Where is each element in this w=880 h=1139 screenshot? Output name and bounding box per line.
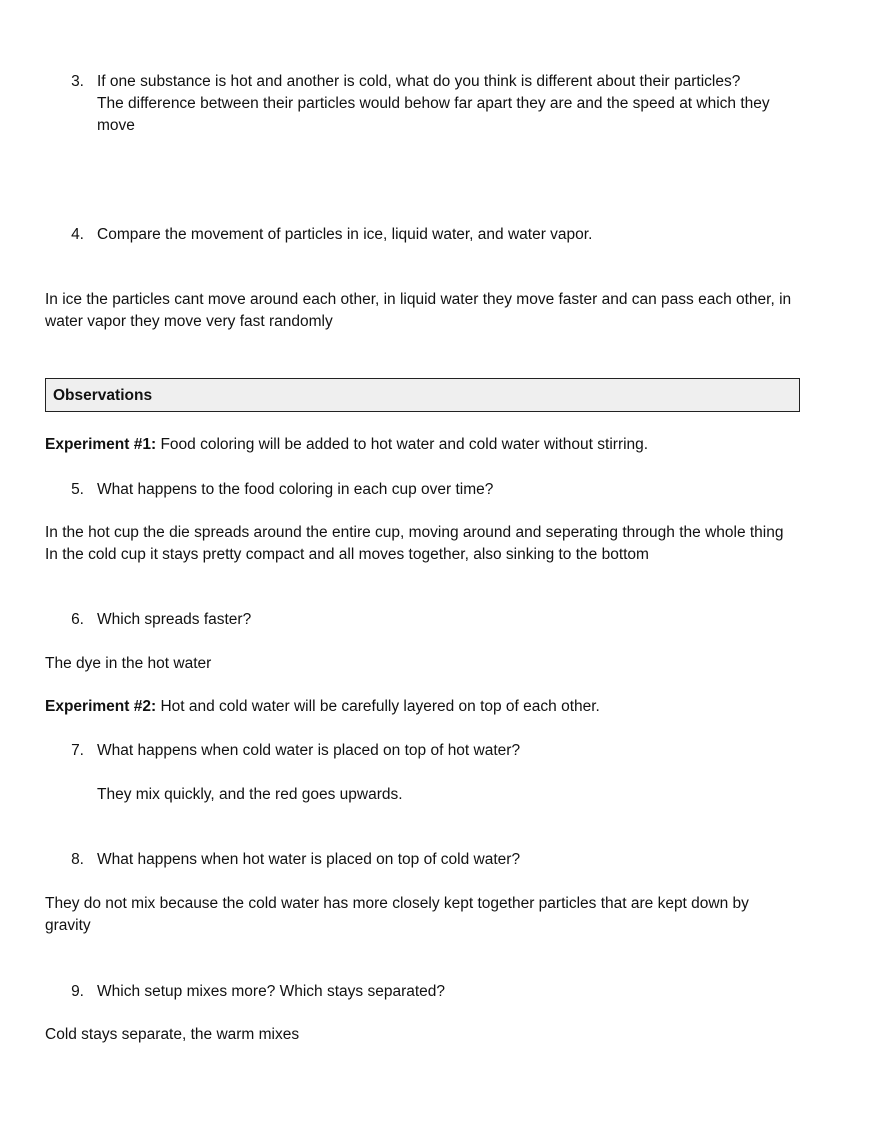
question-prompt: What happens when cold water is placed on top of hot water? bbox=[97, 742, 521, 759]
question-prompt: Which setup mixes more? Which stays separated? bbox=[97, 983, 446, 1000]
question-6 bbox=[0, 609, 880, 631]
answer-line: The dye in the hot water bbox=[45, 655, 212, 672]
question-prompt: What happens to the food coloring in each cup over time? bbox=[97, 481, 494, 498]
answer-line: In the hot cup the die spreads around the entire cup, moving around and seperating through the whole thing bbox=[45, 524, 784, 541]
question-5 bbox=[0, 479, 880, 501]
observations-section-header bbox=[45, 378, 800, 412]
question-number: 9. bbox=[71, 983, 84, 1000]
question-prompt: Compare the movement of particles in ice, liquid water, and water vapor. bbox=[97, 226, 593, 243]
answer-paragraph: They do not mix because the cold water has more closely kept together particles that are kept down by gravity bbox=[45, 895, 749, 934]
question-4 bbox=[0, 224, 880, 246]
answer-line: move bbox=[97, 117, 135, 134]
question-number: 4. bbox=[71, 226, 84, 243]
question-9 bbox=[0, 981, 880, 1003]
answer-line: They mix quickly, and the red goes upwards. bbox=[97, 786, 403, 803]
question-3 bbox=[0, 71, 880, 137]
question-prompt: If one substance is hot and another is cold, what do you think is different about their particles? bbox=[97, 73, 741, 90]
experiment-text: Food coloring will be added to hot water and cold water without stirring. bbox=[156, 436, 649, 453]
question-prompt: What happens when hot water is placed on top of cold water? bbox=[97, 851, 521, 868]
question-number: 8. bbox=[71, 851, 84, 868]
experiment-2-description bbox=[45, 696, 600, 718]
question-prompt: Which spreads faster? bbox=[97, 611, 252, 628]
experiment-1-description bbox=[45, 434, 648, 456]
question-7 bbox=[0, 740, 880, 806]
question-number: 6. bbox=[71, 611, 84, 628]
answer-line: Cold stays separate, the warm mixes bbox=[45, 1026, 300, 1043]
answer-line: In the cold cup it stays pretty compact and all moves together, also sinking to the bottom bbox=[45, 546, 649, 563]
answer-line: The difference between their particles would behow far apart they are and the speed at which they bbox=[97, 95, 770, 112]
question-8 bbox=[0, 849, 880, 871]
experiment-text: Hot and cold water will be carefully layered on top of each other. bbox=[156, 698, 600, 715]
section-title: Observations bbox=[53, 387, 153, 404]
question-number: 5. bbox=[71, 481, 84, 498]
question-number: 7. bbox=[71, 742, 84, 759]
experiment-label: Experiment #1: bbox=[45, 436, 157, 453]
experiment-label: Experiment #2: bbox=[45, 698, 157, 715]
answer-paragraph: In ice the particles cant move around each other, in liquid water they move faster and can pass each other, in water vapor they move very fast randomly bbox=[45, 291, 792, 330]
question-number: 3. bbox=[71, 73, 84, 90]
